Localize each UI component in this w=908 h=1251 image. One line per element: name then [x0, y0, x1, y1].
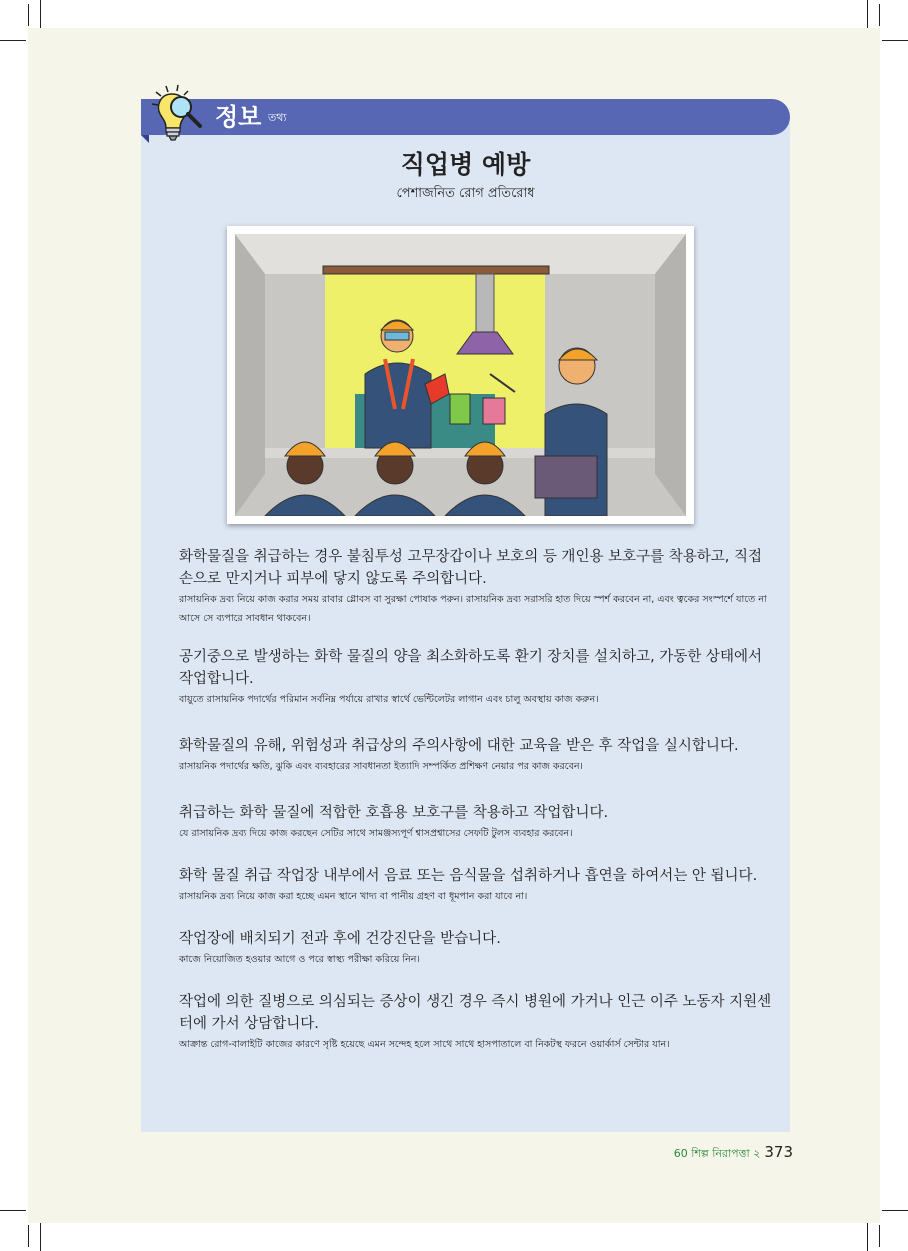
guideline-korean-text: 화학 물질 취급 작업장 내부에서 음료 또는 음식물을 섭취하거나 흡연을 하여서는 안 됩니다. [179, 868, 758, 884]
trim-mark [879, 1225, 880, 1247]
info-header-subtitle: তথ্য [268, 111, 287, 124]
guideline-item [179, 928, 779, 969]
lightbulb-magnifier-icon [148, 82, 218, 142]
guideline-item [179, 646, 779, 709]
chemical-safety-training-illustration [227, 226, 694, 524]
trim-mark [40, 0, 41, 30]
guideline-korean-text: 화학물질을 취급하는 경우 불침투성 고무장갑이나 보호의 등 개인용 보호구를 착용하고, 직접 손으로 만지거나 피부에 닿지 않도록 주의합니다. [179, 549, 762, 587]
guideline-item [179, 546, 779, 628]
trim-mark [867, 0, 868, 30]
trim-mark [879, 4, 880, 26]
guideline-bengali-text: রাসায়নিক দ্রব্য নিয়ে কাজ করা হচ্ছে এমন স্থানে খাদ্য বা পানীয় গ্রহণ বা ধূমপান করা যাবে না। [179, 891, 528, 902]
info-header-title: 정보 [215, 103, 262, 131]
trim-mark [40, 1221, 41, 1251]
guideline-item [179, 865, 779, 906]
trim-mark [28, 4, 29, 26]
page-number: 373 [764, 1143, 793, 1161]
guideline-bengali-text: কাজে নিয়োজিত হওয়ার আগে ও পরে স্বাস্থ্য পরীক্ষা করিয়ে নিন। [179, 954, 420, 965]
footer-section-label: 60 শিল্প নিরাপত্তা ২ [673, 1147, 761, 1160]
trim-mark [0, 1210, 26, 1211]
guideline-bengali-text: রাসায়নিক দ্রব্য নিয়ে কাজ করার সময় রাবার গ্লোবস বা সুরক্ষা পোষাক পরুন। রাসায়নিক দ্রব্য সরাসরি হাত দিয়ে স্পর্শ করবেন না, এবং ত্বকের সংস্পর্শে যাতে না আসে সে ব্যপারে সাবধান থাকবেন। [179, 594, 767, 624]
guideline-item [179, 991, 779, 1054]
guideline-item [179, 802, 779, 843]
guideline-korean-text: 공기중으로 발생하는 화학 물질의 양을 최소화하도록 환기 장치를 설치하고, 가동한 상태에서 작업합니다. [179, 649, 762, 687]
guideline-korean-text: 취급하는 화학 물질에 적합한 호흡용 보호구를 착용하고 작업합니다. [179, 805, 609, 821]
page-subtitle: পেশাজনিত রোগ প্রতিরোধ [396, 186, 535, 201]
trim-mark [882, 40, 908, 41]
trim-mark [882, 1210, 908, 1211]
guideline-bengali-text: আক্রান্ত রোগ-বালাইটি কাজের কারণে সৃষ্টি হয়েছে এমন সন্দেহ হলে সাথে সাথে হাসপাতালে বা নিকটস্থ ফরনে ওয়ার্কার্স সেন্টার যান। [179, 1039, 670, 1050]
trim-mark [28, 1225, 29, 1247]
guideline-bengali-text: বায়ুতে রাসায়নিক পদার্থের পরিমান সর্বনিম্ন পর্যায়ে রাখার স্বার্থে ভেন্টিলেটর লাগান এবং চালু অবস্থায় কাজ করুন। [179, 694, 599, 705]
guideline-item [179, 735, 779, 776]
guideline-bengali-text: যে রাসায়নিক দ্রব্য দিয়ে কাজ করছেন সেটির সাথে সামঞ্জস্যপূর্ণ শ্বাসপ্রশ্বাসের সেফটি টুলস ব্যবহার করবেন। [179, 828, 573, 839]
guideline-korean-text: 작업장에 배치되기 전과 후에 건강진단을 받습니다. [179, 931, 501, 947]
guideline-korean-text: 작업에 의한 질병으로 의심되는 증상이 생긴 경우 즉시 병원에 가거나 인근 이주 노동자 지원센터에 가서 상담합니다. [179, 994, 772, 1032]
page-title: 직업병 예방 [400, 150, 531, 179]
trim-mark [0, 40, 26, 41]
guideline-korean-text: 화학물질의 유해, 위험성과 취급상의 주의사항에 대한 교육을 받은 후 작업을 실시합니다. [179, 738, 739, 754]
guideline-bengali-text: রাসায়নিক পদার্থের ক্ষতি, ঝুকি এবং ব্যবহারের সাবধানতা ইত্যাদি সম্পর্কিত প্রশিক্ষণ নেয়ার পর কাজ করবেন। [179, 761, 583, 772]
trim-mark [867, 1221, 868, 1251]
guideline-list [179, 546, 779, 1054]
page-footer [674, 1142, 793, 1164]
